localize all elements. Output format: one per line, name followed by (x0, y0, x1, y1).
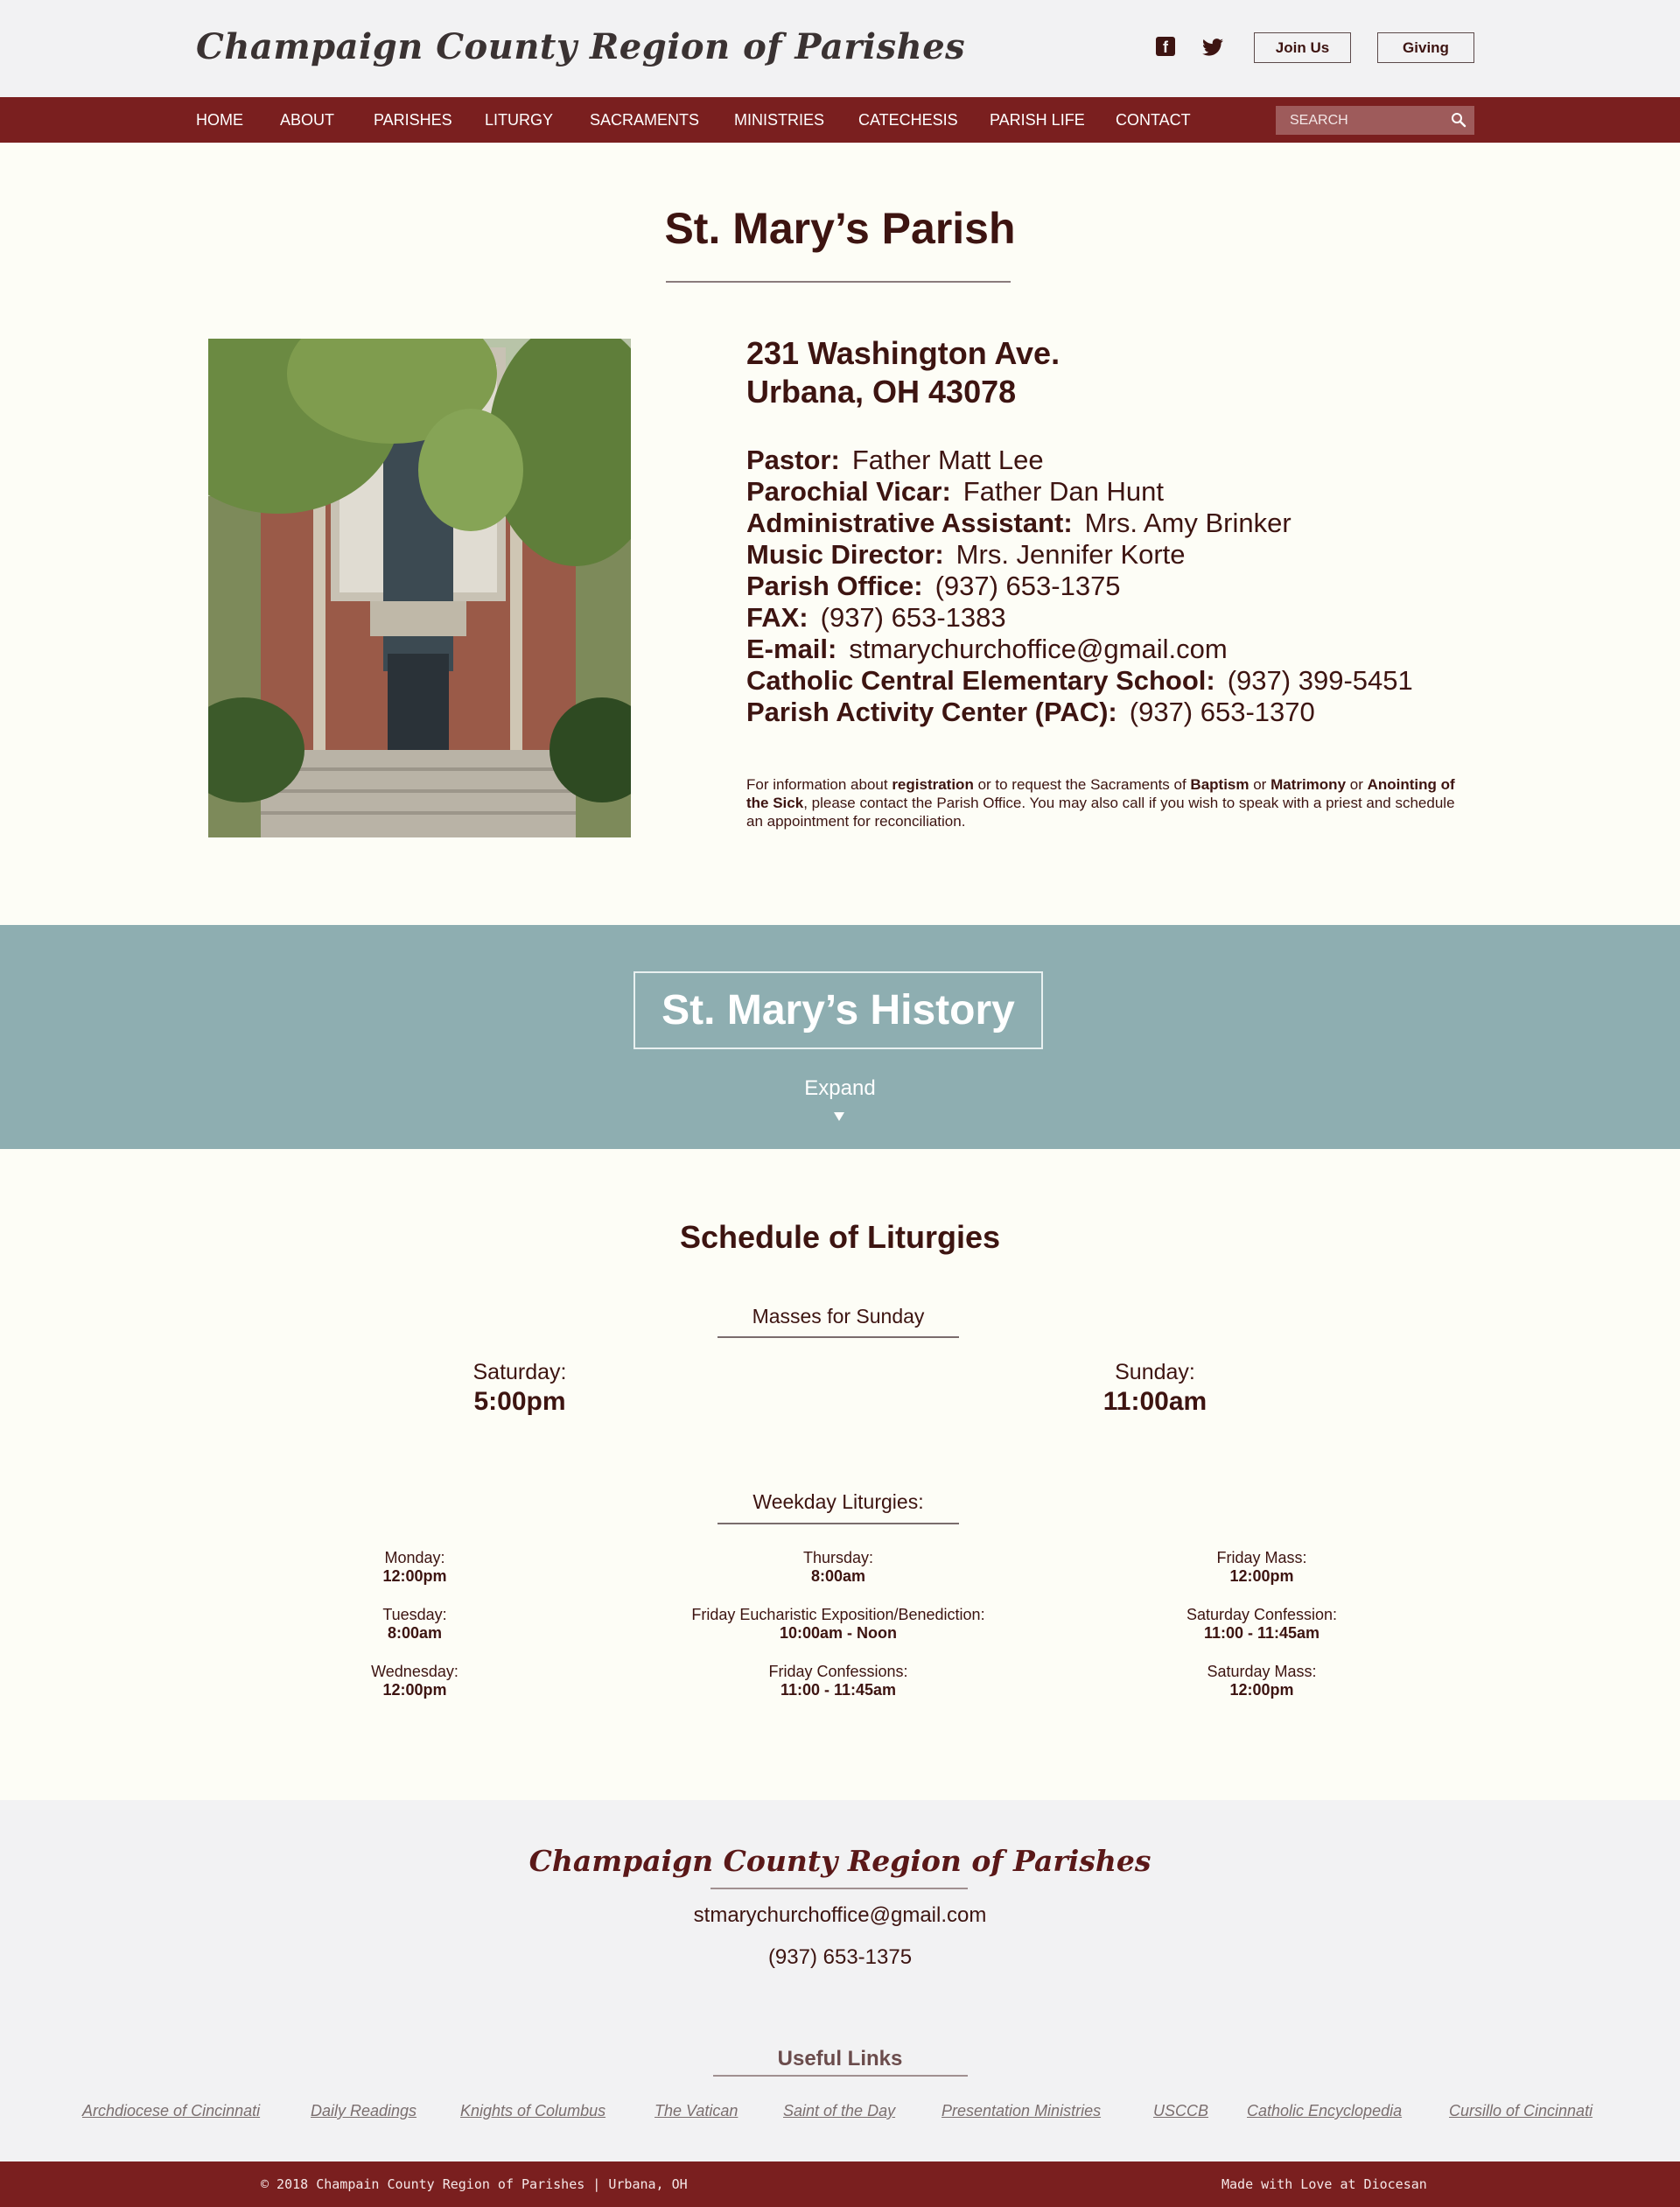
info-row-parochial-vicar (746, 476, 1413, 508)
footer-logo-rule (710, 1888, 968, 1889)
info-label: Pastor: (746, 445, 840, 475)
info-value[interactable]: (937) 399-5451 (1227, 665, 1413, 696)
parish-info-list (746, 445, 1413, 728)
address-line-2: Urbana, OH 43078 (746, 374, 1017, 410)
search-icon[interactable] (1451, 112, 1466, 128)
church-photo (208, 339, 631, 837)
history-title: St. Mary’s History (634, 971, 1043, 1049)
nav-home[interactable]: HOME (196, 111, 243, 129)
nav-contact[interactable]: CONTACT (1116, 111, 1191, 129)
parish-address (746, 334, 1060, 411)
sunday-mass (1024, 1360, 1286, 1417)
info-value: Mrs. Jennifer Korte (956, 539, 1186, 570)
nav-ministries[interactable]: MINISTRIES (734, 111, 825, 129)
sunday-heading: Masses for Sunday (752, 1305, 925, 1328)
liturgy-item: Saturday Confession: 11:00 - 11:45am (1186, 1606, 1338, 1642)
liturgy-item: Friday Eucharistic Exposition/Benediction: 10:00am - Noon (691, 1606, 985, 1642)
info-value: Father Dan Hunt (962, 476, 1164, 507)
expand-button[interactable]: Expand (804, 1076, 876, 1100)
twitter-icon[interactable] (1202, 39, 1223, 56)
site-footer (0, 1800, 1680, 2161)
copyright-bar (0, 2161, 1680, 2207)
site-logo[interactable]: Champaign County Region of Parishes (196, 26, 966, 67)
link-vatican[interactable]: The Vatican (654, 2102, 738, 2119)
mass-day: Saturday: (472, 1360, 567, 1384)
history-section (0, 925, 1680, 1149)
liturgy-item: Monday: 12:00pm (382, 1549, 447, 1585)
mass-time: 5:00pm (473, 1387, 566, 1416)
nav-parish-life[interactable]: PARISH LIFE (990, 111, 1085, 129)
mass-time: 11:00am (1102, 1387, 1208, 1416)
join-us-button[interactable]: Join Us (1254, 32, 1351, 63)
credit-text[interactable]: Made with Love at Diocesan (1222, 2176, 1427, 2192)
weekday-heading: Weekday Liturgies: (752, 1490, 924, 1513)
nav-sacraments[interactable]: SACRAMENTS (590, 111, 700, 129)
info-label: Music Director: (746, 539, 944, 570)
liturgy-item: Tuesday: 8:00am (382, 1606, 447, 1642)
info-row-parish-office (746, 571, 1413, 602)
liturgy-item: Saturday Mass: 12:00pm (1207, 1663, 1317, 1699)
nav-liturgy[interactable]: LITURGY (485, 111, 554, 129)
email-link[interactable]: stmarychurchoffice@gmail.com (849, 634, 1228, 664)
link-archdiocese[interactable]: Archdiocese of Cincinnati (82, 2102, 261, 2119)
info-row-fax (746, 602, 1413, 634)
saturday-mass (388, 1360, 651, 1417)
title-divider (666, 281, 1011, 283)
useful-links-title: Useful Links (777, 2047, 903, 2070)
schedule-title: Schedule of Liturgies (679, 1219, 1001, 1255)
nav-catechesis[interactable]: CATECHESIS (858, 111, 958, 129)
weekday-column-1 (222, 1549, 607, 1720)
link-knights-of-columbus[interactable]: Knights of Columbus (460, 2102, 606, 2119)
link-saint-of-the-day[interactable]: Saint of the Day (783, 2102, 896, 2119)
sacraments-note: For information about registration or to request the Sacraments of Baptism or Matrimony or Anointing of the Sick, please contact the Parish Office. You may also call if you wish to speak with a priest and schedule an appointment for reconciliation. (746, 776, 1455, 830)
info-row-email (746, 634, 1413, 665)
info-label: Catholic Central Elementary School: (746, 665, 1215, 696)
link-catholic-encyclopedia[interactable]: Catholic Encyclopedia (1247, 2102, 1403, 2119)
link-presentation-ministries[interactable]: Presentation Ministries (942, 2102, 1102, 2119)
footer-logo[interactable]: Champaign County Region of Parishes (528, 1844, 1152, 1878)
liturgy-item: Wednesday: 12:00pm (371, 1663, 458, 1699)
facebook-icon[interactable]: f (1156, 37, 1175, 56)
main-nav (0, 97, 1680, 143)
page-title: St. Mary’s Parish (664, 204, 1016, 253)
info-label: Parish Activity Center (PAC): (746, 697, 1117, 727)
info-row-pac (746, 697, 1413, 728)
weekday-heading-rule (718, 1523, 959, 1524)
info-value[interactable]: (937) 653-1370 (1129, 697, 1315, 727)
copyright-text: © 2018 Champain County Region of Parishes | Urbana, OH (261, 2176, 688, 2192)
info-row-pastor (746, 445, 1413, 476)
info-label: E-mail: (746, 634, 837, 664)
link-usccb[interactable]: USCCB (1153, 2102, 1209, 2119)
link-cursillo[interactable]: Cursillo of Cincinnati (1449, 2102, 1593, 2119)
site-header (0, 0, 1680, 97)
nav-parishes[interactable]: PARISHES (374, 111, 452, 129)
nav-about[interactable]: ABOUT (280, 111, 335, 129)
weekday-column-2 (646, 1549, 1031, 1720)
search-box (1276, 106, 1474, 135)
footer-email[interactable]: stmarychurchoffice@gmail.com (693, 1903, 987, 1927)
info-label: FAX: (746, 602, 808, 633)
mass-day: Sunday: (1115, 1360, 1195, 1384)
liturgy-item: Friday Confessions: 11:00 - 11:45am (768, 1663, 908, 1699)
info-row-admin-assistant (746, 508, 1413, 539)
footer-phone[interactable]: (937) 653-1375 (767, 1945, 913, 1969)
info-label: Parochial Vicar: (746, 476, 951, 507)
liturgy-item: Friday Mass: 12:00pm (1216, 1549, 1307, 1585)
info-value: Father Matt Lee (851, 445, 1044, 475)
search-input[interactable] (1276, 106, 1442, 135)
info-value: Mrs. Amy Brinker (1084, 508, 1292, 538)
link-daily-readings[interactable]: Daily Readings (311, 2102, 417, 2119)
chevron-down-icon[interactable] (834, 1112, 844, 1121)
info-value: (937) 653-1383 (820, 602, 1006, 633)
info-row-music-director (746, 539, 1413, 571)
useful-links-rule (713, 2075, 968, 2077)
weekday-column-3 (1069, 1549, 1454, 1720)
info-row-school (746, 665, 1413, 697)
sunday-heading-rule (718, 1336, 959, 1338)
info-label: Administrative Assistant: (746, 508, 1073, 538)
giving-button[interactable]: Giving (1377, 32, 1474, 63)
info-value[interactable]: (937) 653-1375 (934, 571, 1121, 601)
liturgy-item: Thursday: 8:00am (802, 1549, 874, 1585)
info-label: Parish Office: (746, 571, 923, 601)
address-line-1: 231 Washington Ave. (746, 335, 1060, 371)
